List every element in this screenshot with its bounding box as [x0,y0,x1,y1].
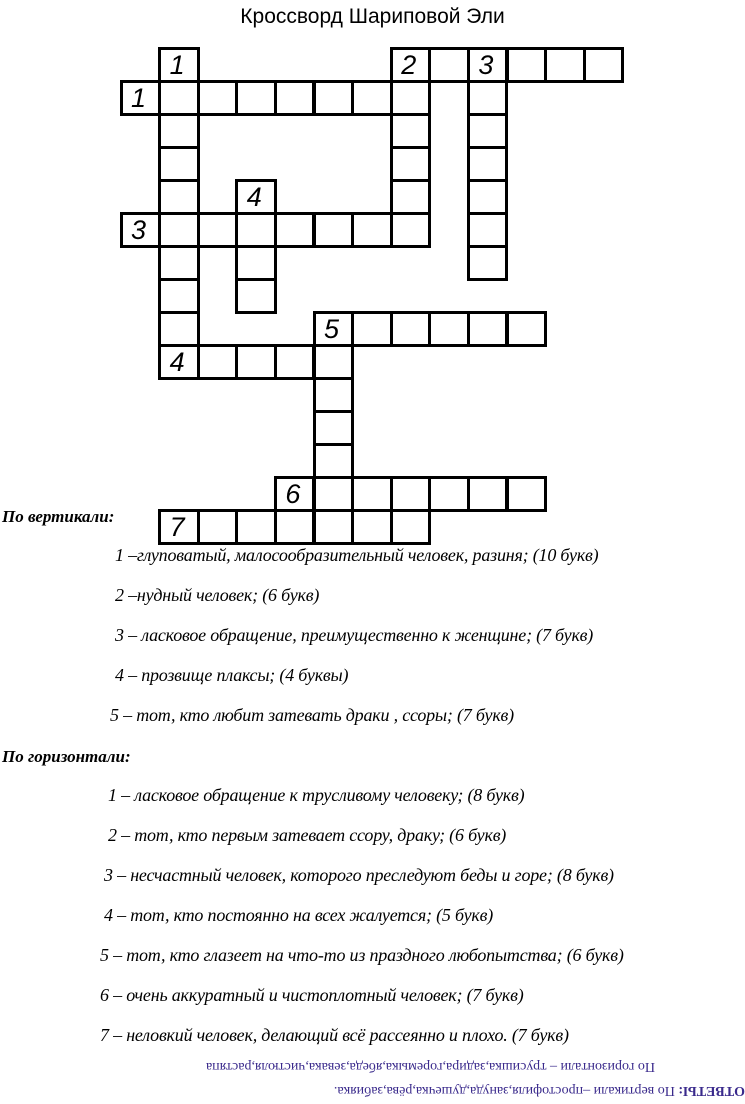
crossword-cell[interactable] [313,212,355,248]
clue-number-down-2: 2 [401,50,417,80]
crossword-cell[interactable] [544,47,586,83]
crossword-cell[interactable] [313,80,355,116]
clue-number-down-1: 1 [169,50,185,80]
clue-number-across-4: 4 [169,347,185,377]
crossword-cell[interactable] [467,311,509,347]
crossword-cell[interactable] [467,476,509,512]
crossword-cell[interactable] [158,278,200,314]
down-clue: 2 –нудный человек; (6 букв) [115,585,320,605]
crossword-cell[interactable] [467,113,509,149]
crossword-cell[interactable] [235,278,277,314]
crossword-cell[interactable] [274,344,316,380]
page-title: Кроссворд Шариповой Эли [240,5,505,28]
clue-number-down-5: 5 [324,314,340,344]
crossword-cell[interactable] [197,212,239,248]
clue-number-down-4: 4 [246,182,262,212]
crossword-cell[interactable] [351,509,393,545]
clue-number-across-3: 3 [131,215,147,245]
crossword-cell[interactable] [351,80,393,116]
crossword-cell[interactable] [390,80,432,116]
crossword-cell[interactable] [197,344,239,380]
crossword-cell[interactable] [351,212,393,248]
down-heading: По вертикали: [2,507,115,526]
crossword-cell[interactable] [506,476,548,512]
crossword-cell[interactable] [428,311,470,347]
down-clue: 3 – ласковое обращение, преимущественно к женщине; (7 букв) [115,625,594,645]
crossword-cell[interactable] [158,80,200,116]
down-clue: 1 –глуповатый, малосообразительный человек, разиня; (10 букв) [115,545,599,565]
crossword-grid [0,0,745,545]
answers-across: По горизонтали – трусишка,задира,горемыка,ябеда,зевака,чистюля,растяпа [205,1059,655,1074]
crossword-cell[interactable] [390,311,432,347]
crossword-cell[interactable] [583,47,625,83]
crossword-cell[interactable] [158,245,200,281]
crossword-cell[interactable] [467,80,509,116]
crossword-cell[interactable] [313,509,355,545]
crossword-cell[interactable] [428,476,470,512]
crossword-cell[interactable] [313,476,355,512]
crossword-cell[interactable] [274,212,316,248]
crossword-cell[interactable] [235,80,277,116]
crossword-cell[interactable] [274,509,316,545]
across-clue: 1 – ласковое обращение к трусливому человеку; (8 букв) [108,785,525,805]
crossword-cell[interactable] [467,146,509,182]
crossword-cell[interactable] [390,146,432,182]
crossword-cell[interactable] [390,113,432,149]
crossword-cell[interactable] [158,113,200,149]
crossword-cell[interactable] [313,443,355,479]
crossword-cell[interactable] [506,311,548,347]
crossword-cell[interactable] [197,509,239,545]
crossword-cell[interactable] [467,245,509,281]
answers-down: По вертикали –простофиля,зануда,душечка,рёва,забияка. [333,1083,675,1098]
crossword-cell[interactable] [158,212,200,248]
crossword-cell[interactable] [313,410,355,446]
crossword-cell[interactable] [313,344,355,380]
crossword-cell[interactable] [235,212,277,248]
answers-upside-down [60,1052,745,1102]
crossword-cell[interactable] [351,476,393,512]
across-heading: По горизонтали: [2,747,131,766]
down-clue: 5 – тот, кто любит затевать драки , ссоры; (7 букв) [110,705,514,725]
crossword-cell[interactable] [235,344,277,380]
crossword-cell[interactable] [235,245,277,281]
crossword-cell[interactable] [158,179,200,215]
crossword-cell[interactable] [428,47,470,83]
clue-number-down-3: 3 [478,50,494,80]
crossword-cell[interactable] [235,509,277,545]
down-clue: 4 – прозвище плаксы; (4 буквы) [115,665,349,685]
clue-number-across-7: 7 [169,512,185,542]
clue-number-across-6: 6 [285,479,301,509]
crossword-cell[interactable] [351,311,393,347]
across-clue: 6 – очень аккуратный и чистоплотный человек; (7 букв) [100,985,524,1005]
answers-label: ОТВЕТЫ: [678,1083,745,1098]
across-clue: 3 – несчастный человек, которого преследуют беды и горе; (8 букв) [104,865,614,885]
crossword-cell[interactable] [390,476,432,512]
crossword-cell[interactable] [158,146,200,182]
crossword-cell[interactable] [313,377,355,413]
across-clue: 5 – тот, кто глазеет на что-то из праздного любопытства; (6 букв) [100,945,624,965]
crossword-cell[interactable] [467,179,509,215]
crossword-cell[interactable] [274,80,316,116]
across-clue: 4 – тот, кто постоянно на всех жалуется; (5 букв) [104,905,494,925]
crossword-cell[interactable] [467,212,509,248]
crossword-cell[interactable] [390,509,432,545]
crossword-cell[interactable] [506,47,548,83]
across-clue: 7 – неловкий человек, делающий всё рассеянно и плохо. (7 букв) [100,1025,569,1045]
crossword-cell[interactable] [158,311,200,347]
crossword-cell[interactable] [390,179,432,215]
across-clue: 2 – тот, кто первым затевает ссору, драку; (6 букв) [108,825,507,845]
crossword-cell[interactable] [197,80,239,116]
clue-number-across-1: 1 [131,83,147,113]
crossword-cell[interactable] [390,212,432,248]
